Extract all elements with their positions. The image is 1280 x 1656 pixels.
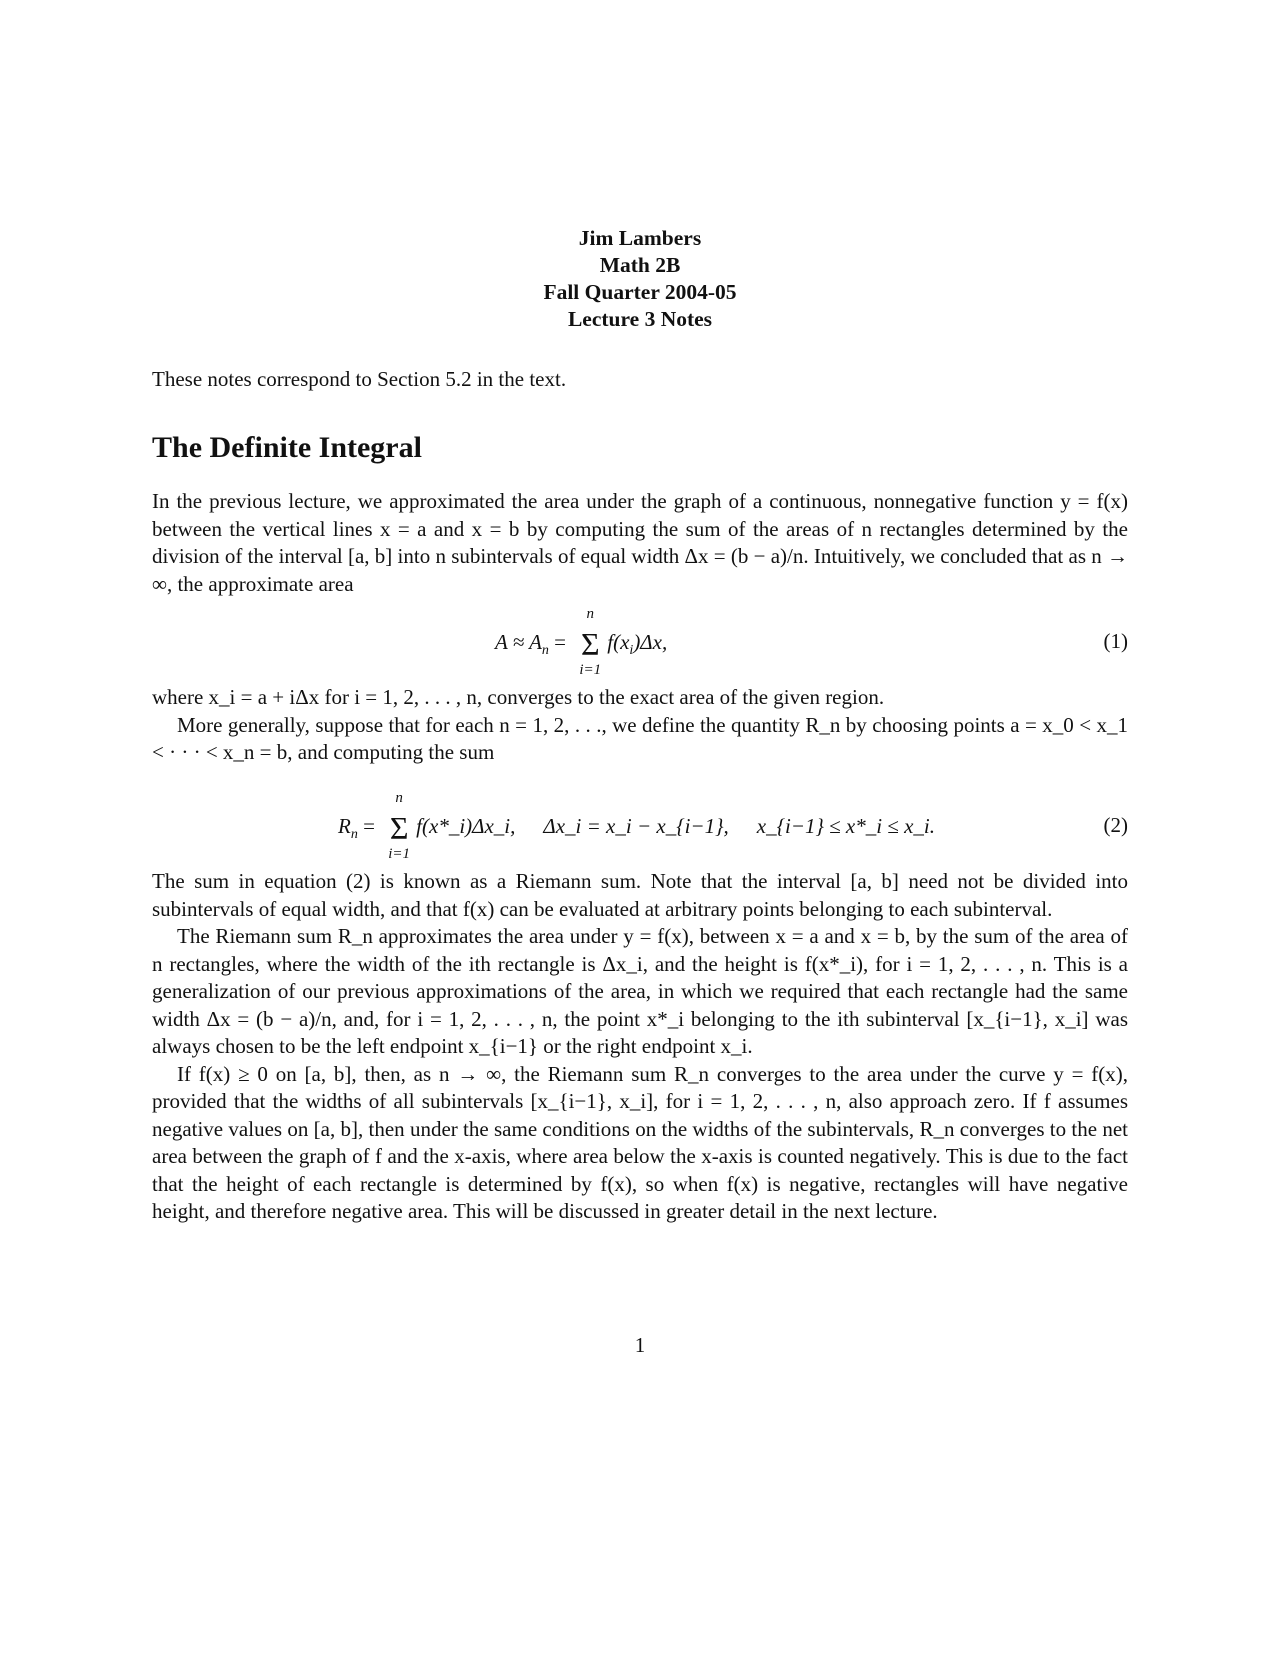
eq2-equals: =: [357, 813, 381, 838]
equation-2-number: (2): [1103, 813, 1128, 837]
paragraphs-3-to-5: [152, 868, 1128, 1226]
equation-2-body: [338, 790, 935, 862]
eq1-rhs-sub: i: [629, 643, 634, 658]
paragraph-2b: More generally, suppose that for each n = 1, 2, . . ., we define the quantity R_n by choosing points a = x_0 < x_1 < · · · < x_n = b, and computing the sum: [152, 712, 1128, 764]
intro-text: These notes correspond to Section 5.2 in the text.: [152, 367, 567, 391]
eq2-sum-lower: i=1: [388, 846, 411, 862]
equation-2: [152, 782, 1128, 872]
eq2-term-3: x_{i−1} ≤ x*_i ≤ x_i.: [756, 813, 935, 838]
paragraph-1: In the previous lecture, we approximated the area under the graph of a continuous, nonnegative function y = f(x) between the vertical lines x = a and x = b by computing the sum of the areas of n rectangles determined by the division of the interval [a, b] into n subintervals of equal width Δx = (b − a)/n. Intuitively, we concluded that as n → ∞, the approximate area: [152, 489, 1128, 596]
course-name: Math 2B: [599, 253, 681, 277]
paragraph-2a: where x_i = a + iΔx for i = 1, 2, . . . , n, converges to the exact area of the given region.: [152, 685, 885, 709]
eq1-sum-upper: n: [586, 606, 595, 622]
eq2-lhs: R: [338, 813, 351, 838]
paragraph-3: The sum in equation (2) is known as a Riemann sum. Note that the interval [a, b] need not be divided into subintervals of equal width, and that f(x) can be evaluated at arbitrary points belonging to each subinterval.: [152, 869, 1128, 921]
eq2-term-1: f(x*_i)Δx_i,: [416, 813, 516, 838]
equation-1: [152, 598, 1128, 688]
paragraph-4: The Riemann sum R_n approximates the area under y = f(x), between x = a and x = b, by the sum of the area of n rectangles, where the width of the ith rectangle is Δx_i, and the height is f(x*_i), for i = 1, 2, . . . , n. This is a generalization of our previous approximations of the area, in which we required that each rectangle had the same width Δx = (b − a)/n, and, for i = 1, 2, . . . , n, the point x*_i belonging to the ith subinterval [x_{i−1}, x_i] was always chosen to be the left endpoint x_{i−1} or the right endpoint x_i.: [152, 924, 1128, 1058]
term: Fall Quarter 2004-05: [543, 280, 737, 304]
section-title: The Definite Integral: [152, 431, 422, 464]
eq2-sum-upper: n: [395, 790, 403, 806]
eq1-rhs: f(x: [607, 629, 630, 654]
eq1-equals: =: [548, 629, 572, 654]
eq1-rhs-tail: )Δx,: [633, 629, 668, 654]
eq1-sum-symbol: n Σ i=1: [577, 628, 603, 660]
eq2-sum-symbol: n Σ i=1: [386, 812, 412, 844]
equation-1-number: (1): [1103, 629, 1128, 653]
document-header: [152, 225, 1128, 333]
eq1-sum-lower: i=1: [579, 662, 602, 678]
paragraph-2: [152, 684, 1128, 767]
lecture-title: Lecture 3 Notes: [567, 307, 713, 331]
paragraph-5: If f(x) ≥ 0 on [a, b], then, as n → ∞, the Riemann sum R_n converges to the area under the curve y = f(x), provided that the widths of all subintervals [x_{i−1}, x_i], for i = 1, 2, . . . , n, also approach zero. If f assumes negative values on [a, b], then under the same conditions on the widths of the subintervals, R_n converges to the net area between the graph of f and the x-axis, where area below the x-axis is counted negatively. This is due to the fact that the height of each rectangle is determined by f(x), so when f(x) is negative, rectangles will have negative height, and therefore negative area. This will be discussed in greater detail in the next lecture.: [152, 1061, 1128, 1223]
page-number: 1: [634, 1333, 646, 1357]
eq2-term-2: Δx_i = x_i − x_{i−1},: [543, 813, 729, 838]
eq2-lhs-sub: n: [350, 827, 358, 842]
eq1-lhs: A ≈ A: [495, 629, 542, 654]
author-name: Jim Lambers: [578, 226, 702, 250]
equation-1-body: [495, 606, 668, 678]
eq1-lhs-sub: n: [541, 643, 549, 658]
